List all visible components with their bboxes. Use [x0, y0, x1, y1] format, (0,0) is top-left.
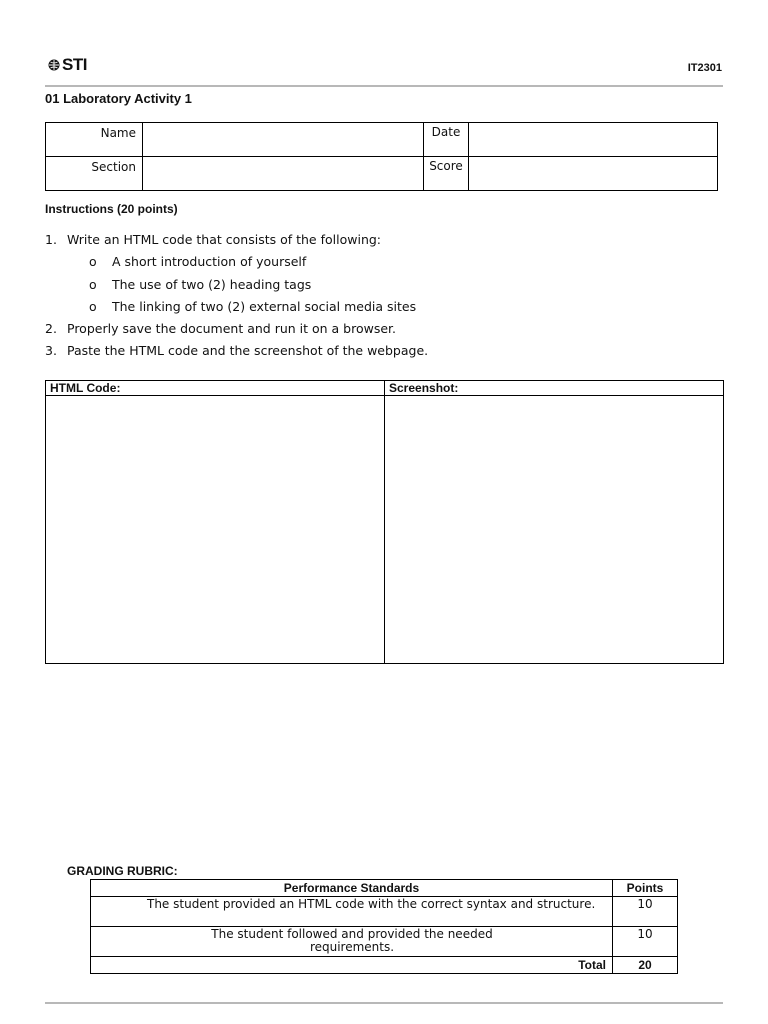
screenshot-cell[interactable] [385, 396, 724, 664]
date-label: Date [424, 123, 469, 157]
rubric-header-row [91, 880, 678, 897]
bullet-icon: o [89, 298, 97, 314]
rubric-heading: GRADING RUBRIC: [67, 864, 178, 878]
sub-list-item [45, 296, 428, 318]
date-field[interactable] [469, 123, 718, 157]
sti-logo [48, 55, 87, 75]
list-item [45, 229, 428, 251]
rubric-table [90, 879, 678, 974]
standard-text: The student followed and provided the needed requirements. [211, 927, 493, 954]
screenshot-header: Screenshot: [385, 381, 724, 396]
list-number: 2. [45, 321, 57, 337]
list-item [45, 318, 428, 340]
name-field[interactable] [143, 123, 424, 157]
student-info-table [45, 122, 718, 191]
list-text: Properly save the document and run it on a browser. [67, 321, 397, 337]
answer-table [45, 380, 724, 664]
instructions-heading: Instructions (20 points) [45, 202, 178, 216]
table-row [91, 897, 678, 927]
list-item [45, 340, 428, 362]
total-value: 20 [613, 957, 678, 974]
page-title: 01 Laboratory Activity 1 [45, 91, 192, 106]
logo-text: STI [62, 55, 87, 74]
score-label: Score [424, 157, 469, 191]
name-label: Name [46, 123, 143, 157]
score-field[interactable] [469, 157, 718, 191]
standard-cell [91, 927, 613, 957]
answer-body-row [46, 396, 724, 664]
points-cell: 10 [613, 897, 678, 927]
sti-globe-icon [48, 59, 60, 71]
header-rule [45, 85, 723, 87]
info-row-section [46, 157, 718, 191]
html-code-cell[interactable] [46, 396, 385, 664]
sub-list-item [45, 251, 428, 273]
document-code: IT2301 [687, 62, 722, 74]
bullet-icon: o [89, 276, 97, 292]
points-cell: 10 [613, 927, 678, 957]
info-row-name [46, 123, 718, 157]
section-field[interactable] [143, 157, 424, 191]
points-header: Points [613, 880, 678, 897]
list-number: 3. [45, 343, 57, 359]
section-label: Section [46, 157, 143, 191]
html-code-header: HTML Code: [46, 381, 385, 396]
bullet-icon: o [89, 254, 97, 270]
sub-list-item [45, 274, 428, 296]
standard-cell: The student provided an HTML code with the correct syntax and structure. [91, 897, 613, 927]
footer-rule [45, 1002, 723, 1004]
sub-list-text: A short introduction of yourself [112, 254, 307, 270]
answer-header-row [46, 381, 724, 396]
instructions-list [45, 229, 428, 363]
sub-list-text: The use of two (2) heading tags [112, 276, 312, 292]
list-text: Write an HTML code that consists of the following: [67, 232, 382, 247]
table-row [91, 927, 678, 957]
total-row [91, 957, 678, 974]
list-text: Paste the HTML code and the screenshot of the webpage. [67, 343, 429, 359]
list-number: 1. [45, 232, 57, 247]
sub-list-text: The linking of two (2) external social media sites [112, 298, 417, 314]
standards-header: Performance Standards [91, 880, 613, 897]
total-label: Total [91, 957, 613, 974]
